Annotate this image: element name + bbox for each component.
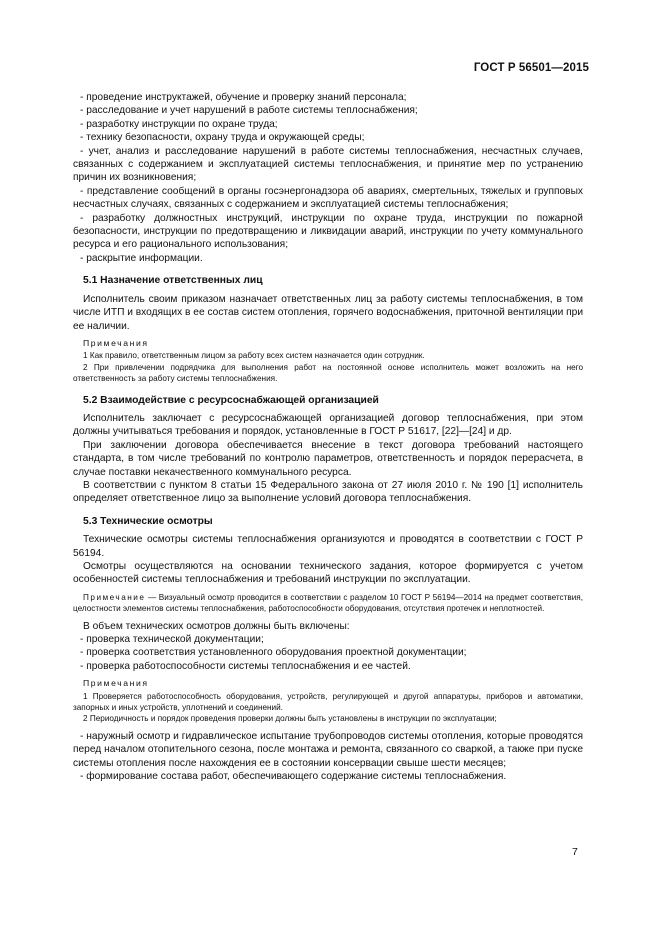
paragraph: Осмотры осуществляются на основании технического задания, которое формируется с учетом особенностей системы теплоснабжения и требований инструкции по эксплуатации.	[73, 561, 583, 586]
list-item: - учет, анализ и расследование нарушений в работе системы теплоснабжения, несчастных случаев, связанных с содержанием и эксплуатацией системы теплоснабжения, и принятие мер по устранению причин их возникновения;	[73, 145, 583, 184]
list-item: - проверка работоспособности системы теплоснабжения и ее частей.	[80, 660, 411, 672]
list-item: - разработку должностных инструкций, инструкции по охране труда, инструкции по пожарной безопасности, инструкции по предотвращению и ликвидации аварий, инструкции по учету коммунального ресурса и его рационального использования;	[73, 212, 583, 251]
list-item: - раскрытие информации.	[80, 252, 203, 264]
list-item: - расследование и учет нарушений в работе системы теплоснабжения;	[80, 105, 418, 117]
paragraph: В объем технических осмотров должны быть включены:	[83, 620, 350, 632]
list-item: - технику безопасности, охрану труда и окружающей среды;	[80, 132, 365, 144]
single-note	[73, 592, 583, 615]
paragraph: Исполнитель заключает с ресурсоснабжающей организацией договор теплоснабжения, при этом должны учитываться требования и порядок, установленные в ГОСТ Р 51617, [22]—[24] и др.	[73, 412, 583, 438]
list-item: - представление сообщений в органы госэнергонадзора об авариях, смертельных, тяжелых и групповых несчастных случаях, связанных с содержанием и эксплуатацией системы теплоснабжения;	[73, 185, 583, 211]
section-heading: 5.2 Взаимодействие с ресурсоснабжающей организацией	[83, 394, 379, 406]
list-item: - проверка соответствия установленного оборудования проектной документации;	[80, 647, 467, 659]
note-item: 1 Как правило, ответственным лицом за работу всех систем назначается один сотрудник.	[83, 351, 425, 361]
list-item: - проведение инструктажей, обучение и проверку знаний персонала;	[80, 92, 407, 103]
note-item: 2 Периодичность и порядок проведения проверки должны быть установлены в инструкции по эксплуатации;	[83, 714, 497, 724]
document-header: ГОСТ Р 56501—2015	[473, 62, 589, 74]
paragraph: В соответствии с пунктом 8 статьи 15 Федерального закона от 27 июля 2010 г. № 190 [1] исполнитель определяет ответственное лицо за выполнение условий договора теплоснабжения.	[73, 479, 583, 505]
page-number: 7	[572, 846, 578, 858]
paragraph: При заключении договора обеспечивается внесение в текст договора требований настоящего стандарта, в том числе требований по контролю параметров, ответственность и порядок перерасчета, в случае поставки некачественного коммунального ресурса.	[73, 439, 583, 478]
note-item: 1 Проверяется работоспособность оборудования, устройств, регулирующей и другой аппаратуры, приборов и автоматики, запорных и иных устройств, уплотнений и соединений.	[73, 691, 583, 713]
list-item: - разработку инструкции по охране труда;	[80, 118, 278, 130]
list-item: - наружный осмотр и гидравлическое испытание трубопроводов системы отопления, которые проводятся перед началом отопительного сезона, после монтажа и ремонта, связанного со сваркой, а также при пуске системы отопления после нахождения ее в состоянии консервации свыше шести месяцев;	[73, 730, 583, 769]
section-heading: 5.3 Технические осмотры	[83, 515, 213, 527]
note-item: 2 При привлечении подрядчика для выполнения работ на постоянной основе исполнитель может возложить на него ответственность за работу системы теплоснабжения.	[73, 362, 583, 384]
paragraph: Технические осмотры системы теплоснабжения организуются и проводятся в соответствии с ГОСТ Р 56194.	[73, 534, 583, 559]
paragraph: Исполнитель своим приказом назначает ответственных лиц за работу системы теплоснабжения, в том числе ИТП и входящих в ее состав систем отопления, горячего водоснабжения, приточной вентиляции при ее наличии.	[73, 293, 584, 332]
notes-title: Примечания	[83, 678, 149, 689]
notes-title: Примечания	[83, 337, 149, 348]
document-body	[73, 91, 583, 784]
section-heading: 5.1 Назначение ответственных лиц	[83, 275, 263, 287]
note-text: — Визуальный осмотр проводится в соответствии с разделом 10 ГОСТ Р 56194—2014 на предмет соответствия, целостности элементов системы теплоснабжения, работоспособности оборудования, отсутствия протечек и неплотностей.	[73, 592, 583, 614]
note-label: Примечание	[83, 592, 146, 602]
list-item: - формирование состава работ, обеспечивающего содержание системы теплоснабжения.	[80, 771, 507, 783]
list-item: - проверка технической документации;	[80, 634, 264, 646]
